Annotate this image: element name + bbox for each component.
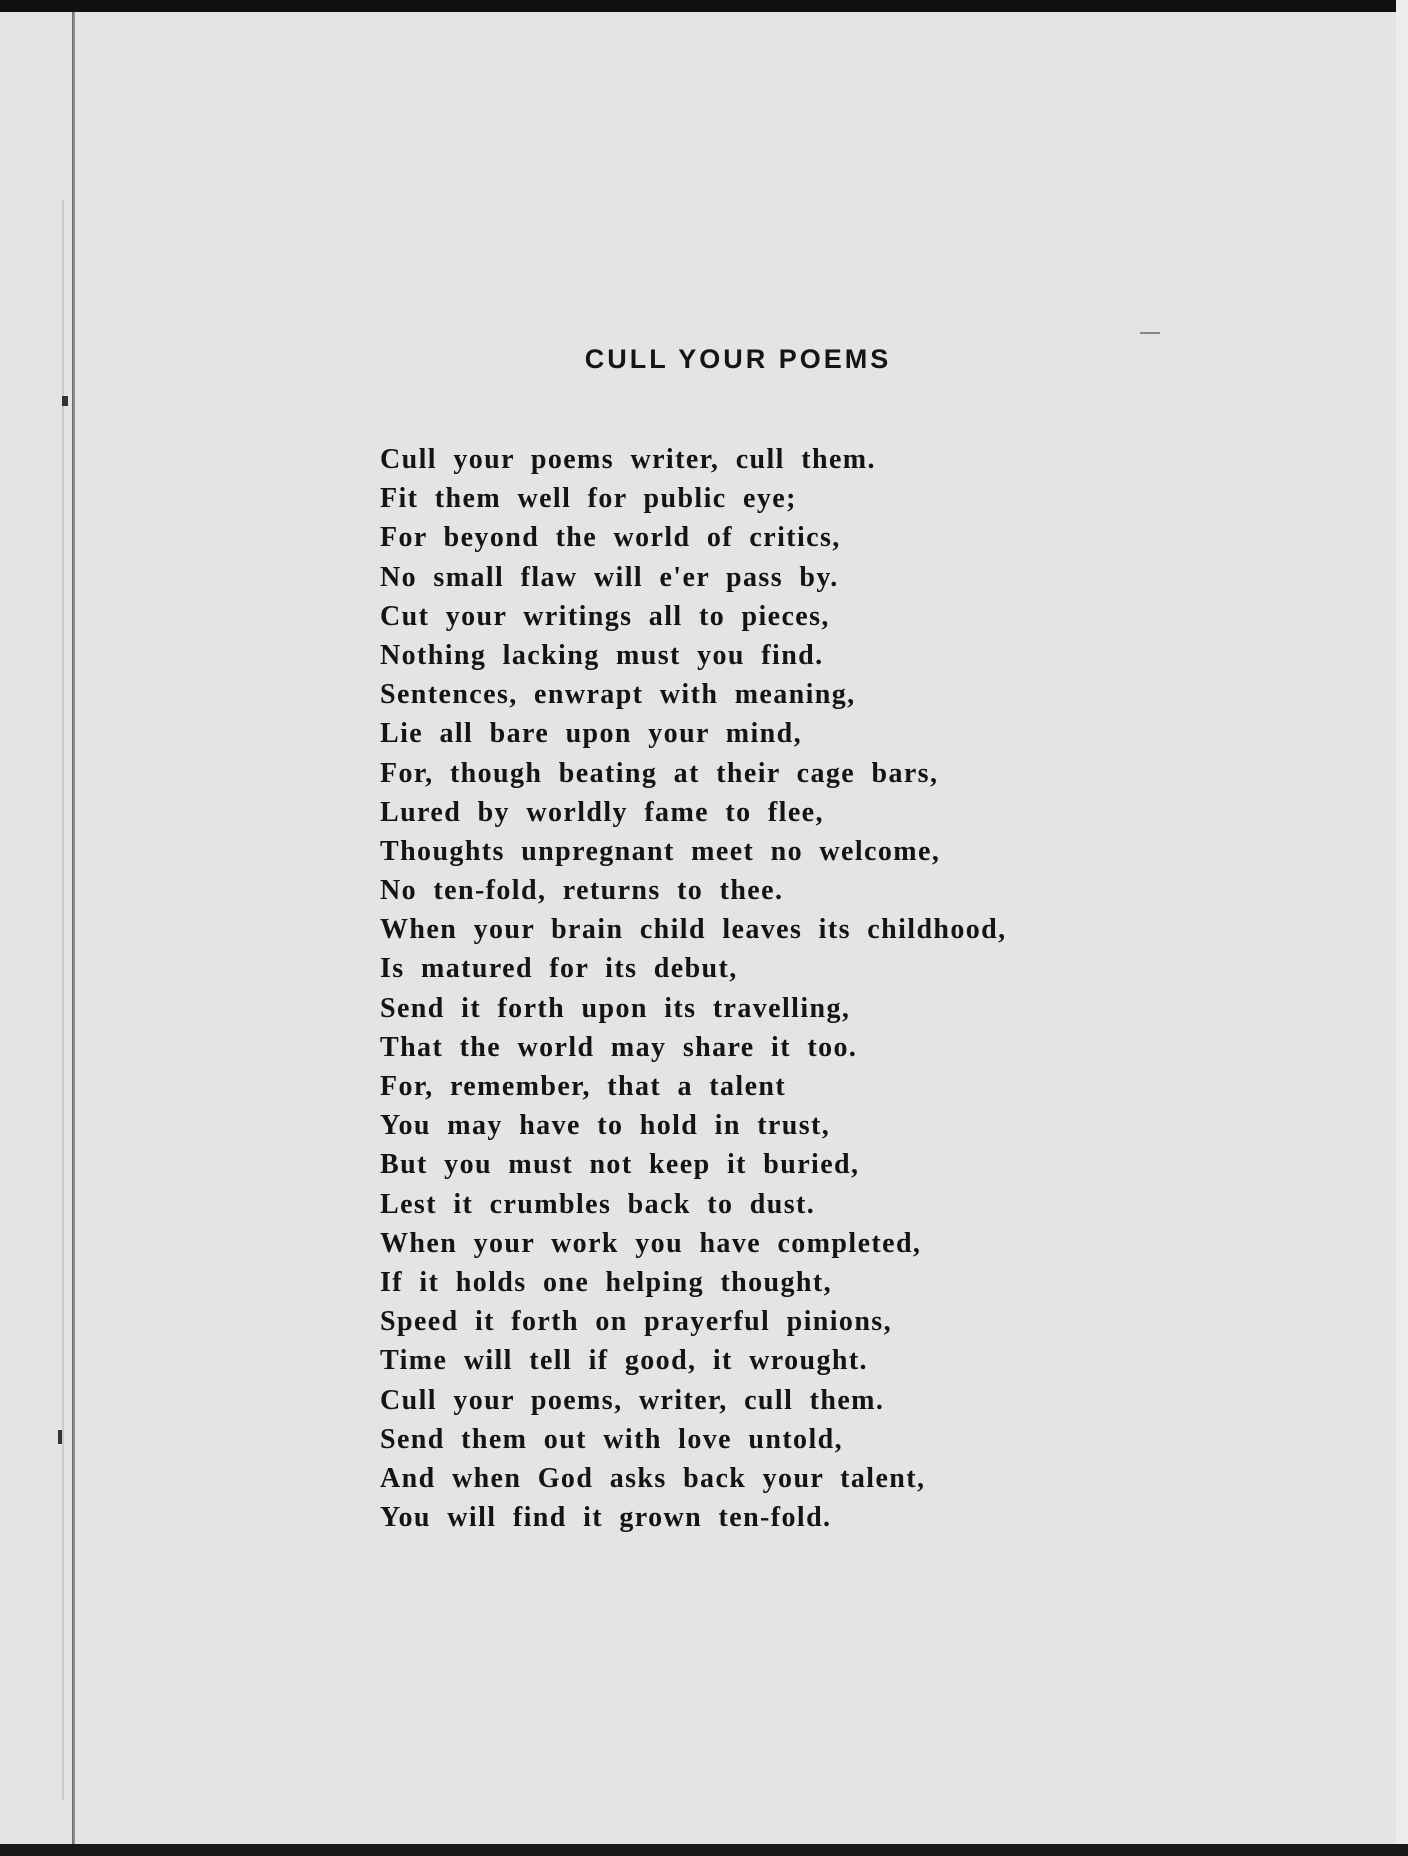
page-edge-right [1396,0,1408,1856]
poem-body [380,440,1007,1537]
poem-line: That the world may share it too. [380,1031,858,1063]
poem-line: Fit them well for public eye; [380,483,797,515]
speck-mark [1140,332,1160,334]
poem-line: Cut your writings all to pieces, [380,600,830,632]
poem-line: No small flaw will e'er pass by. [380,561,839,593]
poem-line: Thoughts unpregnant meet no welcome, [380,835,941,867]
poem-line: You will find it grown ten-fold. [380,1502,832,1534]
page-title: CULL YOUR POEMS [584,344,892,375]
poem-line: Nothing lacking must you find. [380,639,824,671]
poem-line: Time will tell if good, it wrought. [380,1345,868,1377]
poem-line: Is matured for its debut, [380,953,738,985]
poem-line: Lie all bare upon your mind, [380,718,803,750]
binding-mark [58,1430,62,1444]
page-edge-bottom [0,1844,1408,1856]
poem-line: You may have to hold in trust, [380,1110,831,1142]
poem-line: When your brain child leaves its childhood, [380,914,1007,946]
binding-mark [62,396,68,406]
poem-line: And when God asks back your talent, [380,1462,926,1494]
poem-line: For beyond the world of critics, [380,522,841,554]
poem-line: Sentences, enwrapt with meaning, [380,679,856,711]
poem-line: Lured by worldly fame to flee, [380,796,824,828]
poem-line: For, remember, that a talent [380,1071,787,1102]
poem-line: Lest it crumbles back to dust. [380,1188,816,1220]
poem-line: If it holds one helping thought, [380,1266,833,1298]
poem-line: But you must not keep it buried, [380,1149,860,1181]
poem-line: Send them out with love untold, [380,1423,844,1455]
poem-line: For, though beating at their cage bars, [380,757,939,789]
poem-line: Cull your poems writer, cull them. [380,444,876,475]
poem-line: Cull your poems, writer, cull them. [380,1384,885,1416]
poem-line: Speed it forth on prayerful pinions, [380,1306,892,1338]
poem-line: No ten-fold, returns to thee. [380,875,784,907]
binding-line [72,12,75,1844]
binding-shadow [62,200,64,1800]
poem-line: When your work you have completed, [380,1227,922,1259]
poem-line: Send it forth upon its travelling, [380,992,851,1024]
